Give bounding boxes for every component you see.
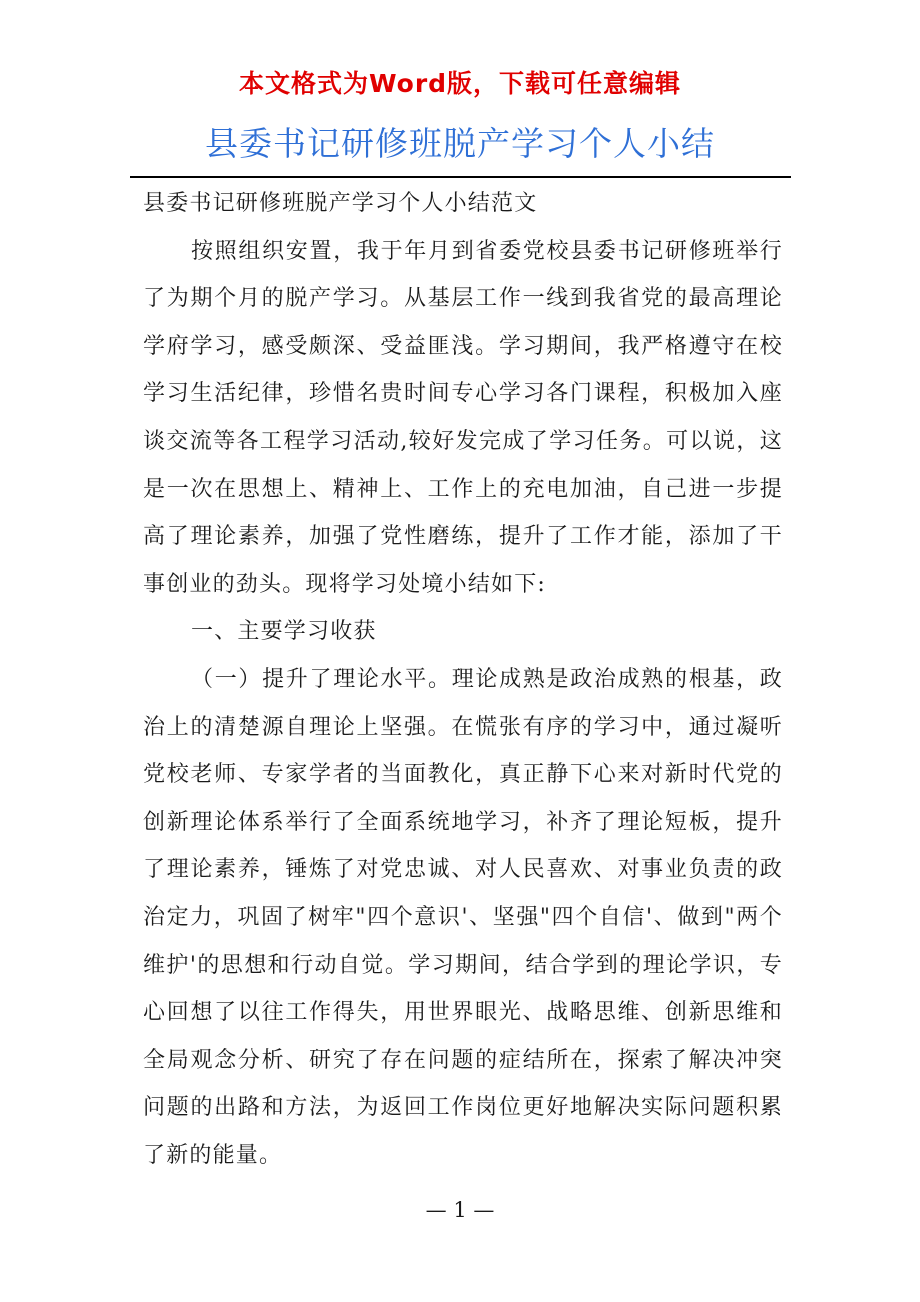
document-body — [143, 180, 783, 1179]
page-number: — 1 — — [425, 1198, 495, 1222]
body-paragraph: （一）提升了理论水平。理论成熟是政治成熟的根基，政治上的清楚源自理论上坚强。在慌张有序的学习中，通过凝听党校老师、专家学者的当面教化，真正静下心来对新时代党的创新理论体系举行了全面系统地学习，补齐了理论短板，提升了理论素养，锤炼了对党忠诚、对人民喜欢、对事业负责的政治定力，巩固了树牢"四个意识'、坚强"四个自信'、做到"两个维护'的思想和行动自觉。学习期间，结合学到的理论学识，专心回想了以往工作得失，用世界眼光、战略思维、创新思维和全局观念分析、研究了存在问题的症结所在，探索了解决冲突问题的出路和方法，为返回工作岗位更好地解决实际问题积累了新的能量。 — [143, 666, 783, 1168]
intro-paragraph: 按照组织安置，我于年月到省委党校县委书记研修班举行了为期个月的脱产学习。从基层工作一线到我省党的最高理论学府学习，感受颇深、受益匪浅。学习期间，我严格遵守在校学习生活纪律，珍惜名贵时间专心学习各门课程，积极加入座谈交流等各工程学习活动,较好发完成了学习任务。可以说，这是一次在思想上、精神上、工作上的充电加油，自己进一步提高了理论素养，加强了党性磨练，提升了工作才能，添加了干事创业的劲头。现将学习处境小结如下: — [143, 238, 783, 597]
format-notice-banner: 本文格式为Word版，下载可任意编辑 — [238, 69, 682, 98]
subtitle-line: 县委书记研修班脱产学习个人小结范文 — [143, 191, 538, 216]
title-divider — [130, 176, 791, 178]
document-title: 县委书记研修班脱产学习个人小结 — [205, 124, 715, 163]
section-heading: 一、主要学习收获 — [191, 619, 377, 645]
